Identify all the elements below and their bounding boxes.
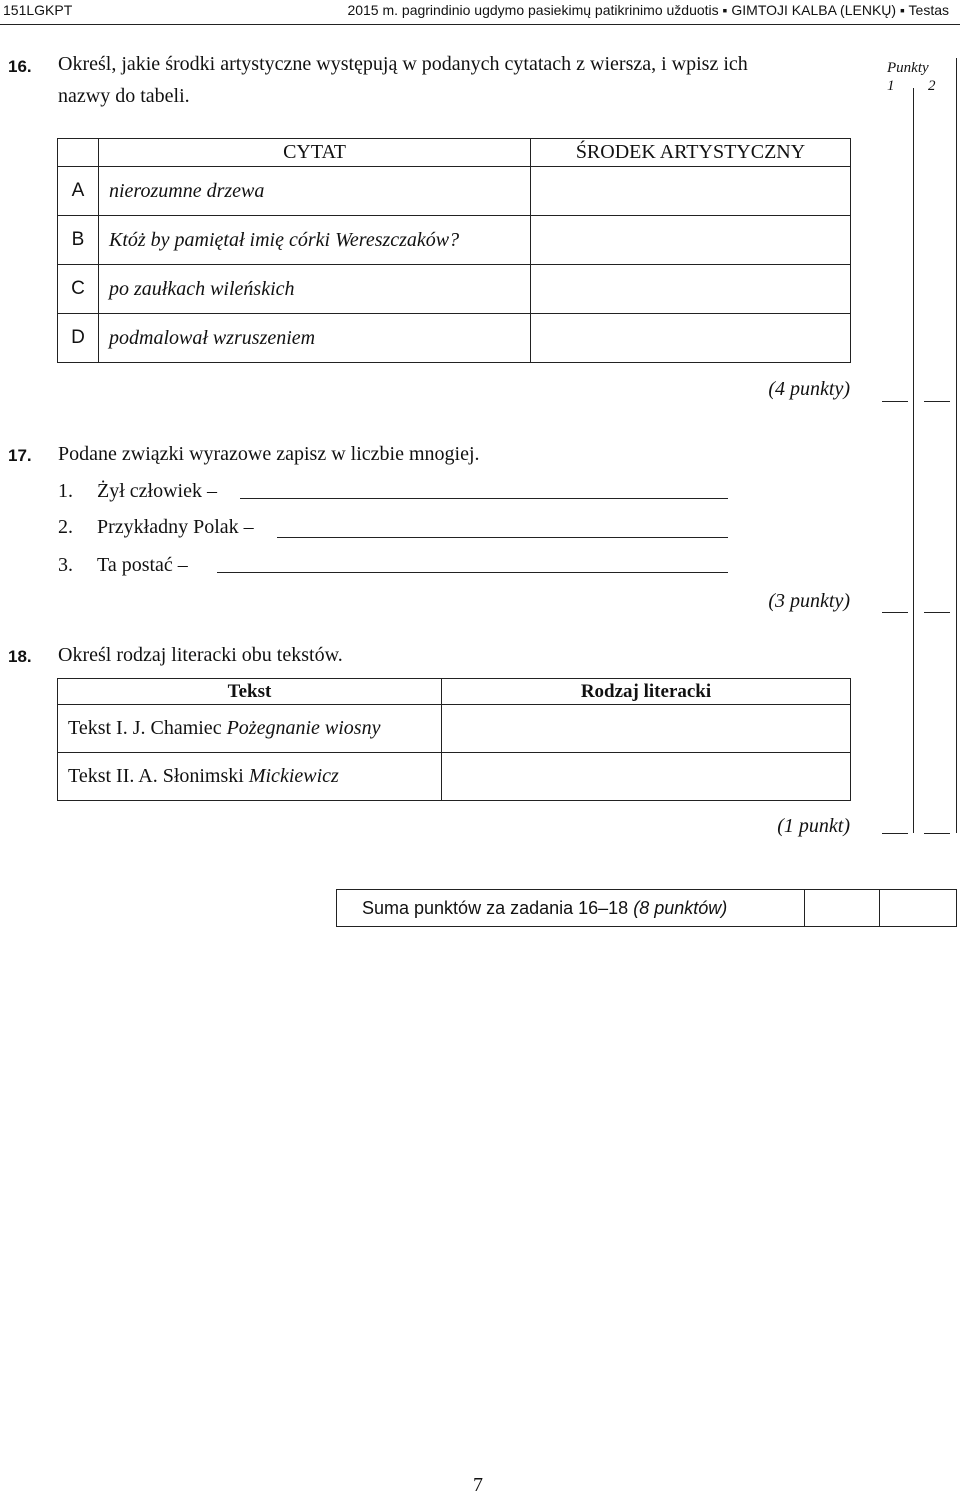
answer-line[interactable] (277, 537, 728, 538)
device-answer-cell[interactable] (531, 167, 851, 216)
device-answer-cell[interactable] (531, 216, 851, 265)
sum-points: (8 punktów) (633, 898, 728, 918)
row-letter: A (58, 167, 99, 216)
text-cell (58, 753, 442, 801)
item-number: 2. (58, 516, 73, 538)
quote-cell: po zaułkach wileńskich (99, 265, 531, 314)
sum-label-text: Suma punktów za zadania 16 (362, 898, 599, 918)
artistic-devices-table (57, 138, 851, 363)
points-column-2-label: 2 (928, 78, 936, 94)
question-16-points: (4 punkty) (768, 378, 850, 400)
item-number: 3. (58, 554, 73, 576)
question-17-points: (3 punkty) (768, 590, 850, 612)
question-16-number: 16. (8, 57, 32, 76)
phrase: Przykładny Polak – (97, 516, 254, 538)
text-title: Mickiewicz (248, 765, 339, 787)
page-number: 7 (473, 1474, 483, 1496)
exam-title: 2015 m. pagrindinio ugdymo pasiekimų patikrinimo užduotis ▪ GIMTOJI KALBA (LENKŲ) ▪ Testas (347, 2, 949, 18)
question-18-number: 18. (8, 647, 32, 666)
phrase: Żył człowiek – (97, 480, 217, 502)
column-header-quote: CYTAT (99, 139, 531, 167)
sum-score-cell-1[interactable] (804, 890, 880, 926)
row-letter: D (58, 314, 99, 363)
score-blank-2[interactable] (924, 612, 950, 613)
question-16-text-line2: nazwy do tabeli. (58, 85, 190, 107)
row-letter: C (58, 265, 99, 314)
question-17-text: Podane związki wyrazowe zapisz w liczbie mnogiej. (58, 443, 480, 465)
sum-score-cell-2[interactable] (879, 890, 957, 926)
quote-cell: nierozumne drzewa (99, 167, 531, 216)
text-author: Tekst I. J. Chamiec (68, 717, 227, 739)
column-header-genre: Rodzaj literacki (442, 679, 851, 705)
row-letter: B (58, 216, 99, 265)
table-row (58, 753, 851, 801)
genre-answer-cell[interactable] (442, 753, 851, 801)
quote-cell: Któż by pamiętał imię córki Wereszczaków? (99, 216, 531, 265)
question-18-points: (1 punkt) (777, 815, 850, 837)
exam-code: 151LGKPT (3, 2, 73, 18)
answer-line[interactable] (217, 572, 728, 573)
answer-line[interactable] (240, 498, 728, 499)
points-column-divider (913, 88, 914, 833)
item-number: 1. (58, 480, 73, 502)
genre-answer-cell[interactable] (442, 705, 851, 753)
table-row (58, 314, 851, 363)
question-17-number: 17. (8, 446, 32, 465)
quote-cell: podmalował wzruszeniem (99, 314, 531, 363)
score-blank-1[interactable] (882, 612, 908, 613)
sum-box (336, 889, 957, 927)
device-answer-cell[interactable] (531, 265, 851, 314)
points-column-label: Punkty (887, 60, 929, 76)
score-blank-2[interactable] (924, 401, 950, 402)
sum-range-end: 18 (608, 898, 629, 918)
table-corner (58, 139, 99, 167)
table-row (58, 216, 851, 265)
table-row (58, 265, 851, 314)
table-row (58, 167, 851, 216)
score-blank-1[interactable] (882, 401, 908, 402)
sum-label: Suma punktów za zadania 16–18 (8 punktów) (362, 898, 728, 918)
text-cell (58, 705, 442, 753)
score-blank-1[interactable] (882, 833, 908, 834)
device-answer-cell[interactable] (531, 314, 851, 363)
points-column-border (956, 58, 957, 833)
question-18-text: Określ rodzaj literacki obu tekstów. (58, 644, 343, 666)
literary-genre-table (57, 678, 851, 801)
phrase: Ta postać – (97, 554, 188, 576)
question-16-text-line1: Określ, jakie środki artystyczne występują w podanych cytatach z wiersza, i wpisz ich (58, 53, 748, 75)
score-blank-2[interactable] (924, 833, 950, 834)
points-column-1-label: 1 (887, 78, 895, 94)
column-header-device: ŚRODEK ARTYSTYCZNY (531, 139, 851, 167)
column-header-text: Tekst (58, 679, 442, 705)
text-title: Pożegnanie wiosny (226, 717, 381, 739)
table-row (58, 705, 851, 753)
text-author: Tekst II. A. Słonimski (68, 765, 249, 787)
